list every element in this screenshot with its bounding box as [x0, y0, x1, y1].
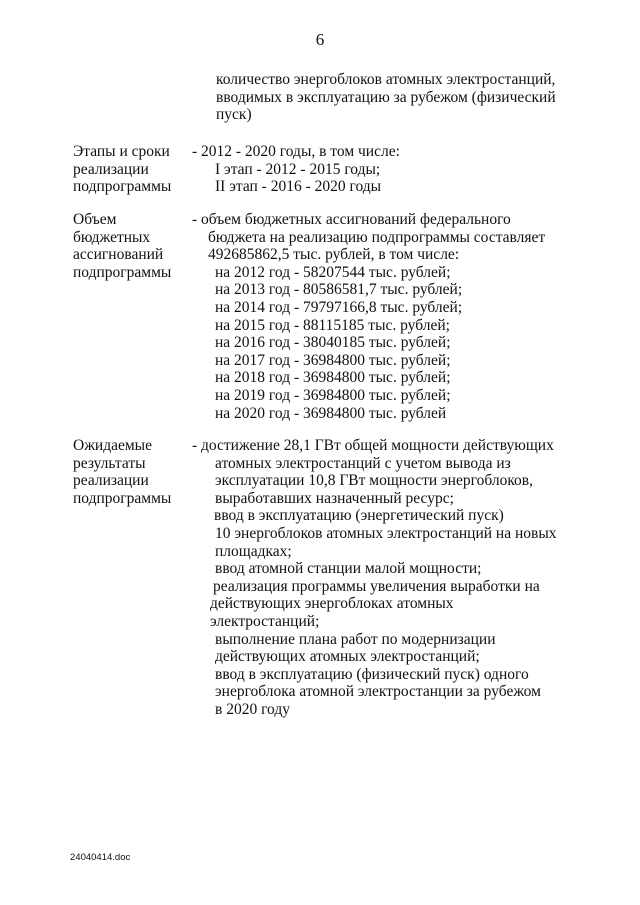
budget-year-line: на 2018 год - 36984800 тыс. рублей;	[215, 369, 451, 387]
content-line: площадках;	[215, 542, 292, 560]
content-line: в 2020 году	[215, 700, 290, 718]
content-line: выработавших назначенный ресурс;	[215, 489, 454, 507]
label-line: подпрограммы	[73, 178, 172, 196]
content-line: 2012 - 2020 годы, в том числе:	[201, 143, 400, 160]
section-dash: -	[192, 211, 198, 228]
content-line: реализация программы увеличения выработки на	[213, 577, 540, 595]
budget-year-line: на 2020 год - 36984800 тыс. рублей	[215, 404, 447, 422]
intro-line: пуск)	[216, 106, 252, 124]
content-line: достижение 28,1 ГВт общей мощности действующих	[201, 437, 554, 454]
label-line: Ожидаемые	[73, 437, 152, 454]
section-dash: -	[192, 143, 198, 160]
label-line: бюджетных	[73, 228, 151, 246]
label-line: подпрограммы	[73, 489, 172, 507]
label-line: реализации	[73, 160, 149, 178]
content-line: I этап - 2012 - 2015 годы;	[215, 160, 381, 178]
section-content	[201, 211, 581, 422]
budget-year-line: на 2013 год - 80586581,7 тыс. рублей;	[215, 281, 463, 299]
content-line: действующих атомных электростанций;	[215, 648, 480, 666]
budget-year-line: на 2019 год - 36984800 тыс. рублей;	[215, 386, 451, 404]
content-line: ввод в эксплуатацию (физический пуск) одного	[215, 665, 529, 683]
section-label	[73, 143, 193, 196]
section-content	[201, 143, 581, 196]
intro-line: количество энергоблоков атомных электростанций,	[216, 71, 556, 88]
section-dash: -	[192, 437, 198, 454]
label-line: Объем	[73, 211, 117, 228]
document-filename: 24040414.doc	[70, 852, 131, 863]
label-line: результаты	[73, 454, 146, 472]
label-line: Этапы и сроки	[73, 143, 170, 160]
label-line: подпрограммы	[73, 263, 172, 281]
budget-year-line: на 2014 год - 79797166,8 тыс. рублей;	[215, 298, 463, 316]
intro-line: вводимых в эксплуатацию за рубежом (физический	[216, 88, 556, 106]
content-line: ввод в эксплуатацию (энергетический пуск)	[214, 507, 504, 525]
section-label	[73, 437, 193, 507]
content-line: 10 энергоблоков атомных электростанций на новых	[215, 524, 557, 542]
budget-year-line: на 2012 год - 58207544 тыс. рублей;	[215, 263, 451, 281]
content-line: энергоблока атомной электростанции за рубежом	[215, 683, 541, 701]
content-line: объем бюджетных ассигнований федерального	[201, 211, 511, 228]
section-label	[73, 211, 193, 281]
content-line: бюджета на реализацию подпрограммы составляет	[208, 228, 546, 246]
page-number: 6	[315, 30, 325, 49]
budget-year-line: на 2015 год - 88115185 тыс. рублей;	[215, 316, 450, 334]
intro-continuation	[216, 71, 596, 124]
content-line: ввод атомной станции малой мощности;	[215, 560, 482, 578]
label-line: реализации	[73, 472, 149, 490]
content-line: 492685862,5 тыс. рублей, в том числе:	[208, 246, 460, 264]
content-line: выполнение плана работ по модернизации	[215, 630, 496, 648]
budget-year-line: на 2016 год - 38040185 тыс. рублей;	[215, 334, 451, 352]
section-content	[201, 437, 581, 719]
content-line: действующих энергоблоках атомных	[210, 595, 454, 613]
label-line: ассигнований	[73, 246, 164, 264]
budget-year-line: на 2017 год - 36984800 тыс. рублей;	[215, 351, 451, 369]
content-line: электростанций;	[210, 612, 320, 630]
content-line: II этап - 2016 - 2020 годы	[215, 178, 382, 196]
content-line: атомных электростанций с учетом вывода из	[215, 454, 511, 472]
content-line: эксплуатации 10,8 ГВт мощности энергоблоков,	[215, 472, 533, 490]
